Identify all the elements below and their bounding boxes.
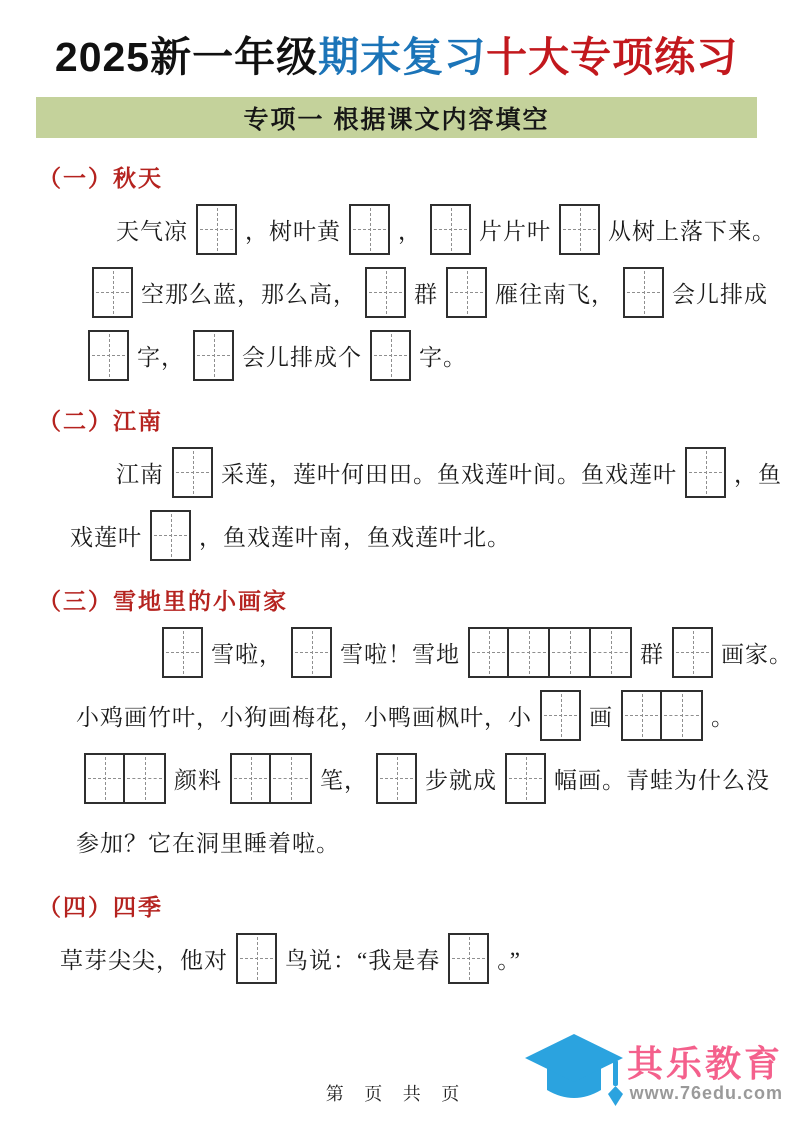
tianzige-box[interactable]: [591, 627, 632, 678]
section: [38, 889, 755, 984]
text-segment: 戏莲叶: [70, 524, 142, 550]
tianzige-box[interactable]: [376, 753, 417, 804]
tianzige-box[interactable]: [685, 447, 726, 498]
text-segment: 片片叶: [479, 218, 551, 244]
tianzige-box[interactable]: [446, 267, 487, 318]
text-segment: 空那么蓝，那么高，: [141, 281, 357, 307]
section-heading: （三）雪地里的小画家: [38, 589, 288, 614]
text-segment: ，鱼: [734, 461, 782, 487]
section-heading: （四）四季: [38, 895, 163, 920]
answer-box-group[interactable]: [236, 933, 277, 984]
tianzige-box[interactable]: [125, 753, 166, 804]
worksheet-line: [38, 815, 755, 867]
worksheet-line: [38, 203, 776, 255]
answer-box-group[interactable]: [468, 627, 632, 678]
answer-box-group[interactable]: [172, 447, 213, 498]
answer-box-group[interactable]: [230, 753, 312, 804]
tianzige-box[interactable]: [430, 204, 471, 255]
answer-box-group[interactable]: [559, 204, 600, 255]
text-segment: 采莲，莲叶何田田。鱼戏莲叶间。鱼戏莲叶: [221, 461, 677, 487]
answer-box-group[interactable]: [505, 753, 546, 804]
text-segment: 雪啦，: [211, 641, 283, 667]
tianzige-box[interactable]: [92, 267, 133, 318]
tianzige-box[interactable]: [559, 204, 600, 255]
text-segment: 群: [414, 281, 438, 307]
worksheet-line: [38, 689, 755, 741]
brand-logo: [523, 1030, 783, 1118]
tianzige-box[interactable]: [672, 627, 713, 678]
text-segment: 。”: [497, 947, 521, 973]
tianzige-box[interactable]: [540, 690, 581, 741]
text-segment: 会儿排成个: [242, 344, 362, 370]
text-segment: 字，: [137, 344, 185, 370]
text-segment: 。: [711, 704, 735, 730]
text-segment: 参加？它在洞里睡着啦。: [76, 830, 340, 856]
tianzige-box[interactable]: [162, 627, 203, 678]
answer-box-group[interactable]: [621, 690, 703, 741]
text-segment: 草芽尖尖，他对: [60, 947, 228, 973]
tianzige-box[interactable]: [88, 330, 129, 381]
text-segment: ，鱼戏莲叶南，鱼戏莲叶北。: [199, 524, 511, 550]
page-footer: 第 页 共 页: [325, 1084, 468, 1104]
tianzige-box[interactable]: [621, 690, 662, 741]
text-segment: 会儿排成: [672, 281, 768, 307]
answer-box-group[interactable]: [623, 267, 664, 318]
tianzige-box[interactable]: [84, 753, 125, 804]
answer-box-group[interactable]: [376, 753, 417, 804]
worksheet-line: [38, 266, 768, 318]
tianzige-box[interactable]: [365, 267, 406, 318]
section: [38, 160, 776, 381]
text-segment: 步就成: [425, 767, 497, 793]
tianzige-box[interactable]: [623, 267, 664, 318]
tianzige-box[interactable]: [448, 933, 489, 984]
text-segment: 颜料: [174, 767, 222, 793]
text-segment: ，树叶黄: [245, 218, 341, 244]
text-segment: 天气凉: [116, 218, 188, 244]
tianzige-box[interactable]: [271, 753, 312, 804]
tianzige-box[interactable]: [291, 627, 332, 678]
tianzige-box[interactable]: [662, 690, 703, 741]
answer-box-group[interactable]: [685, 447, 726, 498]
answer-box-group[interactable]: [84, 753, 166, 804]
section-banner: 专项一 根据课文内容填空: [36, 97, 757, 138]
page-title-red: 十大专项练习: [486, 34, 739, 80]
tianzige-box[interactable]: [196, 204, 237, 255]
worksheet-line: [38, 626, 793, 678]
answer-box-group[interactable]: [162, 627, 203, 678]
answer-box-group[interactable]: [430, 204, 471, 255]
answer-box-group[interactable]: [92, 267, 133, 318]
tianzige-box[interactable]: [349, 204, 390, 255]
section: [38, 583, 793, 867]
text-segment: 字。: [419, 344, 467, 370]
sections: [0, 160, 793, 984]
answer-box-group[interactable]: [193, 330, 234, 381]
text-segment: 雪啦！雪地: [340, 641, 460, 667]
answer-box-group[interactable]: [88, 330, 129, 381]
worksheet-line: [38, 509, 755, 561]
text-segment: 从树上落下来。: [608, 218, 776, 244]
tianzige-box[interactable]: [236, 933, 277, 984]
logo-brand-name: 其乐教育: [626, 1043, 783, 1085]
tianzige-box[interactable]: [468, 627, 509, 678]
logo-text: [627, 1044, 783, 1103]
tianzige-box[interactable]: [230, 753, 271, 804]
answer-box-group[interactable]: [446, 267, 487, 318]
text-segment: 小鸡画竹叶，小狗画梅花，小鸭画枫叶，小: [76, 704, 532, 730]
text-segment: 笔，: [320, 767, 368, 793]
section: [38, 403, 782, 561]
page-title-black: 2025新一年级: [54, 34, 319, 80]
graduation-cap-icon: [523, 1030, 625, 1118]
tianzige-box[interactable]: [150, 510, 191, 561]
text-segment: 画家。: [721, 641, 793, 667]
tianzige-box[interactable]: [509, 627, 550, 678]
text-segment: 雁往南飞，: [495, 281, 615, 307]
text-segment: 幅画。青蛙为什么没: [554, 767, 770, 793]
text-segment: 画: [589, 704, 613, 730]
answer-box-group[interactable]: [365, 267, 406, 318]
answer-box-group[interactable]: [370, 330, 411, 381]
text-segment: 江南: [116, 461, 164, 487]
answer-box-group[interactable]: [349, 204, 390, 255]
answer-box-group[interactable]: [291, 627, 332, 678]
tianzige-box[interactable]: [505, 753, 546, 804]
section-heading: （二）江南: [38, 409, 163, 434]
tianzige-box[interactable]: [172, 447, 213, 498]
answer-box-group[interactable]: [448, 933, 489, 984]
section-heading: （一）秋天: [38, 166, 163, 191]
text-segment: 群: [640, 641, 664, 667]
logo-website: www.76edu.com: [629, 1082, 783, 1103]
answer-box-group[interactable]: [672, 627, 713, 678]
answer-box-group[interactable]: [540, 690, 581, 741]
worksheet-line: [38, 752, 770, 804]
tianzige-box[interactable]: [550, 627, 591, 678]
answer-box-group[interactable]: [196, 204, 237, 255]
page-title: [0, 0, 793, 83]
worksheet-line: [38, 329, 755, 381]
page-title-blue: 期末复习: [318, 34, 487, 80]
text-segment: 鸟说：“我是春: [285, 947, 441, 973]
answer-box-group[interactable]: [150, 510, 191, 561]
tianzige-box[interactable]: [370, 330, 411, 381]
tianzige-box[interactable]: [193, 330, 234, 381]
worksheet-line: [38, 932, 755, 984]
worksheet-line: [38, 446, 782, 498]
text-segment: ，: [398, 218, 422, 244]
